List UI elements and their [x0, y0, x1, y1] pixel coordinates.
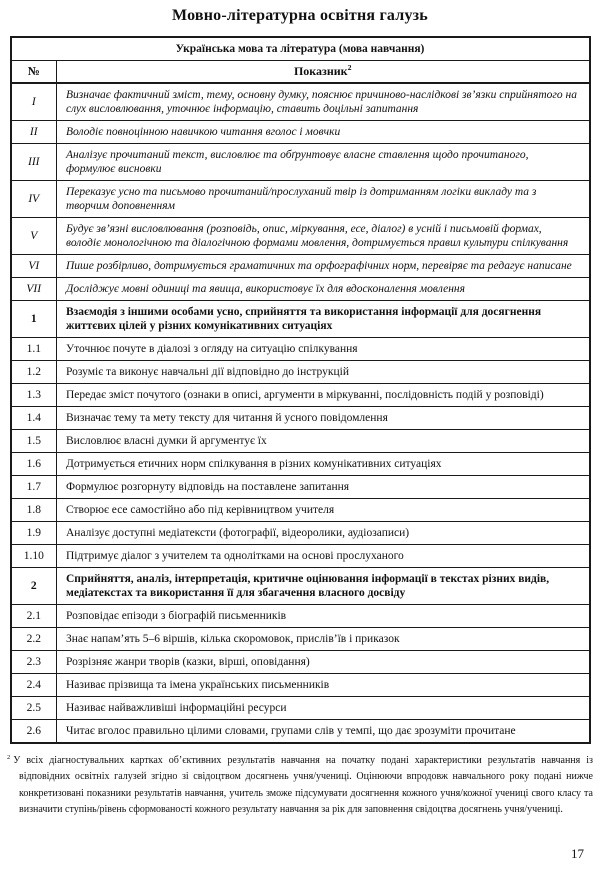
table-row	[11, 143, 590, 180]
row-indicator-text: Визначає тему та мету тексту для читання й усного повідомлення	[57, 406, 590, 429]
row-number: V	[11, 217, 57, 254]
row-indicator-text: Формулює розгорнуту відповідь на поставлене запитання	[57, 475, 590, 498]
table-row	[11, 429, 590, 452]
table-row	[11, 337, 590, 360]
row-indicator-text: Називає найважливіші інформаційні ресурси	[57, 697, 590, 720]
row-indicator-text: Взаємодія з іншими особами усно, сприйняття та використання інформації для досягнення життєвих цілей у різних комунікативних ситуаціях	[57, 300, 590, 337]
column-header-number: №	[11, 61, 57, 83]
row-indicator-text: Висловлює власні думки й аргументує їх	[57, 429, 590, 452]
row-number: 1	[11, 300, 57, 337]
row-indicator-text: Читає вголос правильно цілими словами, групами слів у темпі, що дає зрозуміти прочитане	[57, 720, 590, 744]
row-indicator-text: Підтримує діалог з учителем та однолітками на основі прослуханого	[57, 544, 590, 567]
table-row	[11, 568, 590, 605]
table-row	[11, 475, 590, 498]
row-indicator-text: Переказує усно та письмово прочитаний/прослуханий твір із дотриманням логіки викладу та з творчим доповненням	[57, 180, 590, 217]
table-row	[11, 544, 590, 567]
indicator-footnote-marker: 2	[347, 63, 352, 73]
row-number: III	[11, 143, 57, 180]
row-indicator-text: Створює есе самостійно або під керівництвом учителя	[57, 498, 590, 521]
table-row	[11, 720, 590, 744]
row-indicator-text: Аналізує прочитаний текст, висловлює та обґрунтовує власне ставлення щодо прочитаного, формулює висновки	[57, 143, 590, 180]
row-number: 1.3	[11, 383, 57, 406]
table-row	[11, 360, 590, 383]
row-number: 2.4	[11, 674, 57, 697]
column-header-indicator: Показник$^2$	[57, 61, 590, 83]
row-number: 1.2	[11, 360, 57, 383]
row-indicator-text: Будує зв’язні висловлювання (розповідь, опис, міркування, есе, діалог) в усній і письмовій формах, володіє монологічною та діалогічною формами мовлення, дотримується правил культури спілкування	[57, 217, 590, 254]
row-indicator-text: Уточнює почуте в діалозі з огляду на ситуацію спілкування	[57, 337, 590, 360]
table-row	[11, 605, 590, 628]
table-row	[11, 406, 590, 429]
table-column-header-row	[11, 61, 590, 83]
row-number: VI	[11, 254, 57, 277]
row-number: 1.9	[11, 521, 57, 544]
table-row	[11, 180, 590, 217]
page-title: Мовно-літературна освітня галузь	[172, 7, 428, 24]
row-number: 1.10	[11, 544, 57, 567]
row-indicator-text: Розрізняє жанри творів (казки, вірші, оповідання)	[57, 651, 590, 674]
table-row	[11, 217, 590, 254]
table-row	[11, 254, 590, 277]
row-number: 2.2	[11, 628, 57, 651]
row-indicator-text: Передає зміст почутого (ознаки в описі, аргументи в міркуванні, послідовність подій у розповіді)	[57, 383, 590, 406]
row-indicator-text: Визначає фактичний зміст, тему, основну думку, пояснює причиново-наслідкові зв’язки сприйнятого на слух висловлювання, уточнює інформацію, ставить доцільні запитання	[57, 83, 590, 121]
row-number: 1.6	[11, 452, 57, 475]
indicators-table	[10, 36, 591, 744]
table-row	[11, 383, 590, 406]
table-row	[11, 628, 590, 651]
row-indicator-text: Аналізує доступні медіатексти (фотографії, відеоролики, аудіозаписи)	[57, 521, 590, 544]
row-number: I	[11, 83, 57, 121]
row-indicator-text: Називає прізвища та імена українських письменників	[57, 674, 590, 697]
row-number: 2.6	[11, 720, 57, 744]
table-section-header: Українська мова та література (мова навчання)	[11, 37, 590, 61]
table-row	[11, 521, 590, 544]
row-indicator-text: Дотримується етичних норм спілкування в різних комунікативних ситуаціях	[57, 452, 590, 475]
table-row	[11, 498, 590, 521]
table-row	[11, 83, 590, 121]
page-number: 17	[571, 846, 584, 861]
row-indicator-text: Досліджує мовні одиниці та явища, використовує їх для вдосконалення мовлення	[57, 277, 590, 300]
row-number: 1.4	[11, 406, 57, 429]
table-row	[11, 452, 590, 475]
row-number: IV	[11, 180, 57, 217]
row-number: 2.3	[11, 651, 57, 674]
footnote-marker: 2	[7, 753, 11, 761]
table-row	[11, 300, 590, 337]
indicator-rows	[11, 83, 590, 743]
row-number: 1.1	[11, 337, 57, 360]
table-row	[11, 120, 590, 143]
footnote-text: У всіх діагностувальних картках об’єктивних результатів навчання на початку подані характеристики результатів навчання із відповідних освітніх галузей згідно зі свідоцтвом досягнень учня/учениці. Оцінюючи впродовж навчального року подані нижче конкретизовані показники результатів навчання, учитель зможе підсумувати досягнення кожного учня/кожної учениці свого класу та визначити ступінь/рівень сформованості кожного результату навчання за рік для заповнення свідоцтва досягнень учня/учениці.	[13, 755, 593, 815]
row-number: VII	[11, 277, 57, 300]
table-row	[11, 674, 590, 697]
row-indicator-text: Сприйняття, аналіз, інтерпретація, критичне оцінювання інформації в текстах різних видів, медіатекстах та використання її для збагачення власного досвіду	[57, 568, 590, 605]
table-section-header-row	[11, 37, 590, 61]
row-number: 1.5	[11, 429, 57, 452]
row-number: 2	[11, 568, 57, 605]
row-number: 1.8	[11, 498, 57, 521]
row-number: 2.5	[11, 697, 57, 720]
row-indicator-text: Пише розбірливо, дотримується граматичних та орфографічних норм, перевіряє та редагує написане	[57, 254, 590, 277]
table-row	[11, 277, 590, 300]
table-row	[11, 651, 590, 674]
row-indicator-text: Знає напам’ять 5–6 віршів, кілька скоромовок, прислів’їв і приказок	[57, 628, 590, 651]
row-indicator-text: Розповідає епізоди з біографій письменників	[57, 605, 590, 628]
table-row	[11, 697, 590, 720]
row-number: 1.7	[11, 475, 57, 498]
row-number: II	[11, 120, 57, 143]
footnote	[7, 753, 593, 818]
row-number: 2.1	[11, 605, 57, 628]
row-indicator-text: Володіє повноцінною навичкою читання вголос і мовчки	[57, 120, 590, 143]
row-indicator-text: Розуміє та виконує навчальні дії відповідно до інструкцій	[57, 360, 590, 383]
